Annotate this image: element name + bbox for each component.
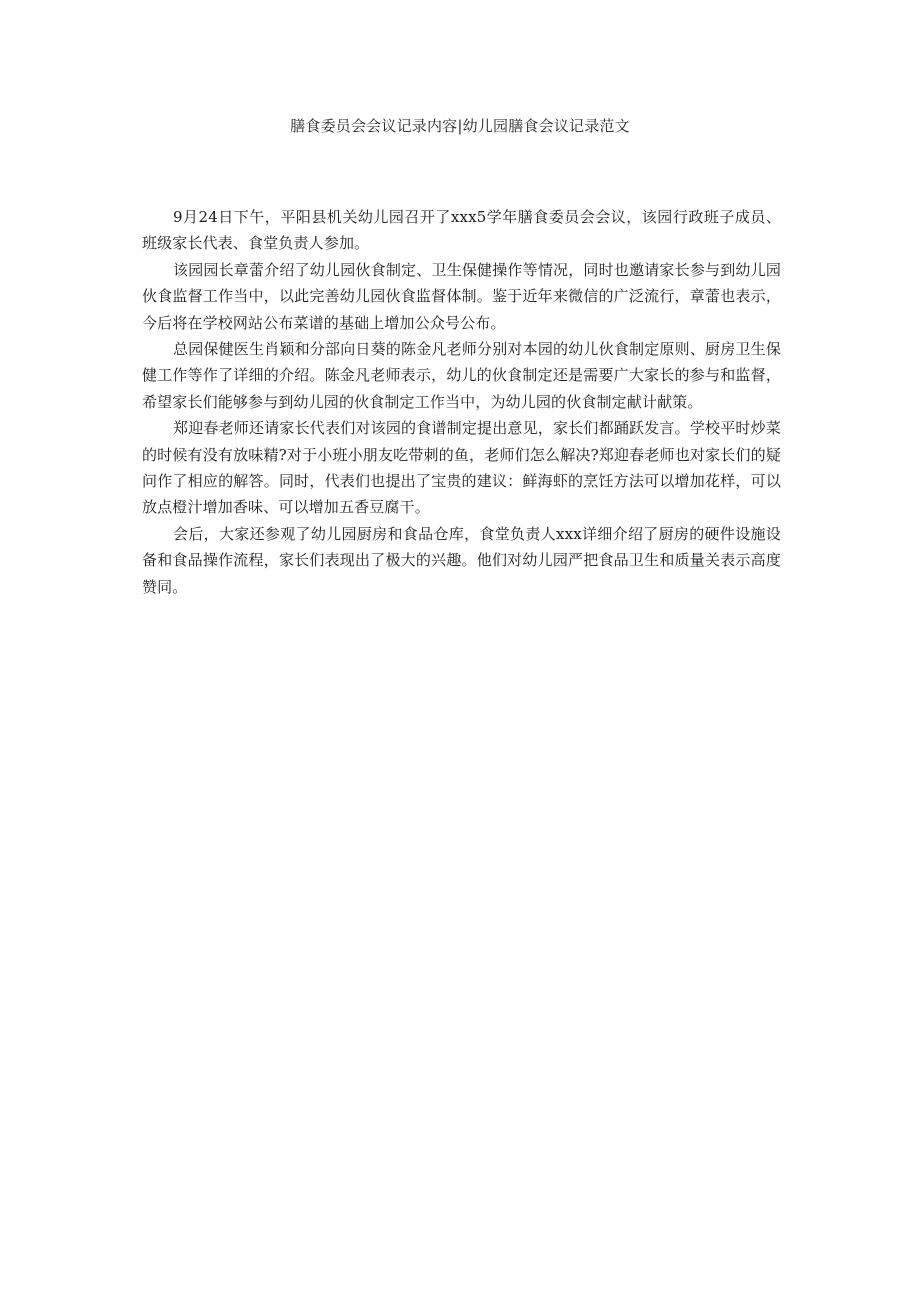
document-title: 膳食委员会会议记录内容|幼儿园膳食会议记录范文 (290, 117, 630, 135)
paragraph-meeting-intro: 9月24日下午，平阳县机关幼儿园召开了xxx5学年膳食委员会会议，该园行政班子成员、班级家长代表、食堂负责人参加。 (142, 208, 781, 253)
paragraph-health-staff-remarks: 总园保健医生肖颖和分部向日葵的陈金凡老师分别对本园的幼儿伙食制定原则、厨房卫生保健工作等作了详细的介绍。陈金凡老师表示，幼儿的伙食制定还是需要广大家长的参与和监督，希望家长们能够参与到幼儿园的伙食制定工作当中，为幼儿园的伙食制定献计献策。 (142, 340, 781, 411)
paragraph-parent-feedback: 郑迎春老师还请家长代表们对该园的食谱制定提出意见，家长们都踊跃发言。学校平时炒菜的时候有没有放味精?对于小班小朋友吃带刺的鱼，老师们怎么解决?郑迎春老师也对家长们的疑问作了相应的解答。同时，代表们也提出了宝贵的建议：鲜海虾的烹饪方法可以增加花样，可以放点橙汁增加香味、可以增加五香豆腐干。 (142, 419, 781, 517)
document-body (142, 204, 781, 600)
paragraph-kitchen-visit: 会后，大家还参观了幼儿园厨房和食品仓库，食堂负责人xxx详细介绍了厨房的硬件设施设备和食品操作流程，家长们表现出了极大的兴趣。他们对幼儿园严把食品卫生和质量关表示高度赞同。 (142, 524, 781, 596)
paragraph-director-remarks: 该园园长章蕾介绍了幼儿园伙食制定、卫生保健操作等情况，同时也邀请家长参与到幼儿园伙食监督工作当中，以此完善幼儿园伙食监督体制。鉴于近年来微信的广泛流行，章蕾也表示，今后将在学校网站公布菜谱的基础上增加公众号公布。 (142, 260, 781, 332)
